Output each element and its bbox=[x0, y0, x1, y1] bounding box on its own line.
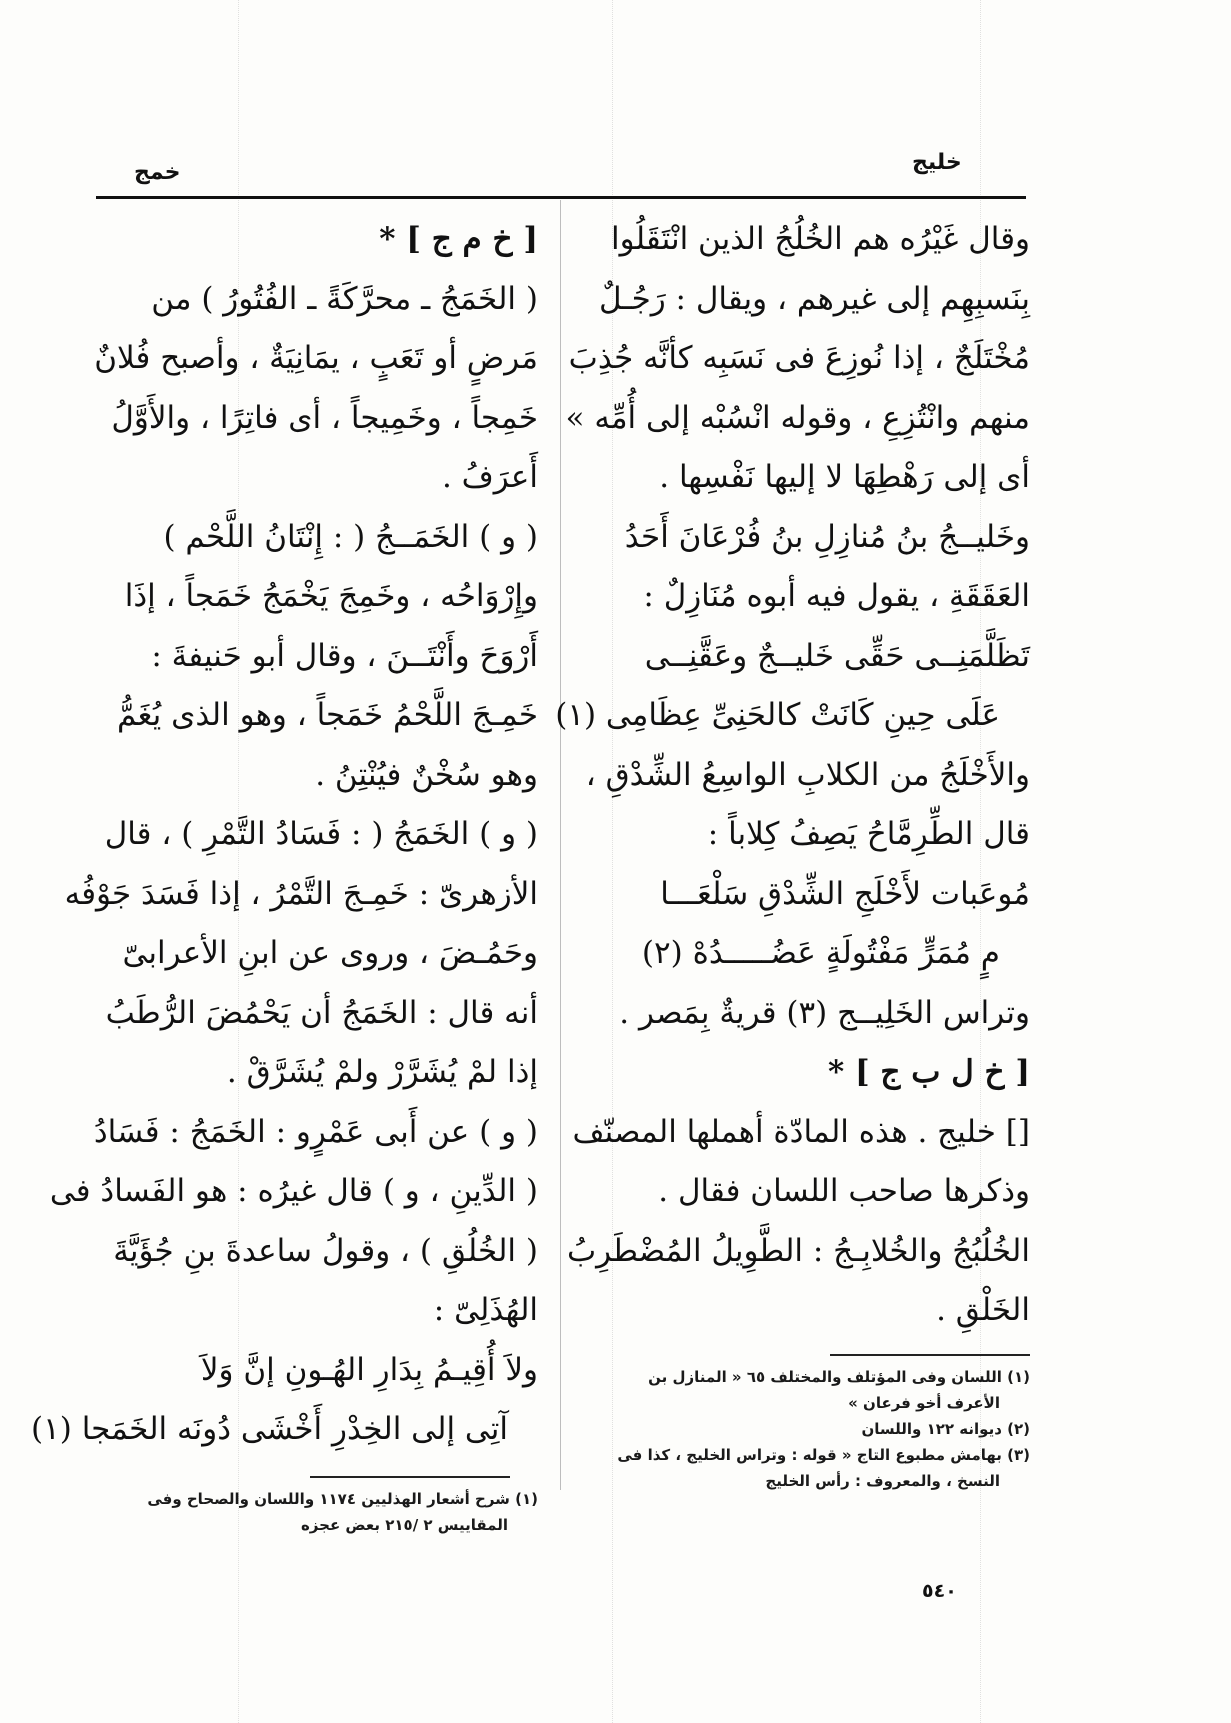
footnote: (١) اللسان وفى المؤتلف والمختلف ٦٥ « المنازل بن bbox=[648, 1368, 1030, 1386]
verse-line: تَظَلَّمَنِــى حَقِّى خَليــجٌ وعَقَّنِــى bbox=[644, 637, 1030, 674]
text-line: أى إلى رَهْطِهَا لا إليها نَفْسِها . bbox=[659, 459, 1030, 495]
column-divider bbox=[560, 200, 561, 1490]
text-line: منهم وانْتُزِعِ ، وقوله انْسُبْه إلى أُمِّه » bbox=[565, 399, 1030, 436]
verse-line: آتِى إلى الخِدْرِ أَخْشَى دُونَه الخَمَجا (١) bbox=[30, 1411, 508, 1447]
text-line: أَعرَفُ . bbox=[441, 459, 538, 495]
root-heading: [ خ م ج ] * bbox=[379, 221, 538, 257]
text-line: ( و ) الخَمَجُ ( : فَسَادُ التَّمْرِ ) ، قال bbox=[104, 816, 538, 852]
footnote-continuation: المقاييس ٢ /٢١٥ بعض عجزه bbox=[300, 1516, 508, 1534]
right-footnotes bbox=[582, 1364, 1030, 1494]
text-line: ( و ) الخَمَــجُ ( : إِنْتَانُ اللَّحْم ) bbox=[163, 518, 538, 555]
header-rule bbox=[96, 196, 1026, 199]
text-line: مَرضٍ أو تَعَبٍ ، يمَانِيَةٌ ، وأصبح فُلانٌ bbox=[94, 340, 538, 376]
text-line: إذا لمْ يُشَرَّرْ ولمْ يُشَرَّقْ . bbox=[226, 1054, 538, 1090]
text-line: ( الدِّينِ ، و ) قال غيرُه : هو الفَسادُ فى bbox=[49, 1173, 538, 1209]
footnote: (٣) بهامش مطبوع التاج « قوله : وتراس الخليج ، كذا فى bbox=[617, 1446, 1030, 1464]
text-line: الخُلُبُجُ والخُلابِـجُ : الطَّوِيلُ المُضْطَرِبُ bbox=[566, 1232, 1030, 1269]
text-line: خَمِـجَ اللَّحْمُ خَمَجاً ، وهو الذى يُغَمُّ bbox=[117, 697, 538, 733]
text-line: العَقَقَةِ ، يقول فيه أبوه مُنَازِلٌ : bbox=[643, 578, 1030, 614]
text-line: أنه قال : الخَمَجُ أن يَحْمُضَ الرُّطَبُ bbox=[105, 994, 538, 1031]
header-right-word: خليج bbox=[912, 150, 962, 175]
footnote: (٢) ديوانه ١٢٢ واللسان bbox=[861, 1420, 1030, 1438]
text-line: قال الطِّرِمَّاحُ يَصِفُ كِلاباً : bbox=[707, 816, 1030, 852]
text-line: وهو سُخْنٌ فيُنْتِنُ . bbox=[315, 756, 538, 793]
footnote-continuation: النسخ ، والمعروف : رأس الخليج bbox=[765, 1472, 1000, 1490]
text-line: أَرْوَحَ وأَنْتَــنَ ، وقال أبو حَنيفةَ : bbox=[151, 637, 538, 674]
verse-line: ولاَ أُقِيـمُ بِدَارِ الهُـونِ إنَّ وَلاَ bbox=[200, 1351, 538, 1388]
text-line: مُخْتَلَجٌ ، إذا نُوزِعَ فى نَسَبِه كأنَّه جُذِبَ bbox=[568, 340, 1030, 376]
text-line: وذكرها صاحب اللسان فقال . bbox=[658, 1173, 1030, 1209]
verse-line: مُوعَبات لأَخْلَجِ الشِّدْقِ سَلْعَـــا bbox=[660, 875, 1030, 912]
right-column bbox=[555, 210, 1030, 1341]
left-column bbox=[30, 210, 538, 1460]
text-line: وتراس الخَلِيــج (٣) قريةٌ بِمَصر . bbox=[619, 994, 1030, 1031]
text-line: وإِرْوَاحُه ، وخَمِجَ يَخْمَجُ خَمَجاً ، إذَا bbox=[124, 578, 538, 614]
page-number: ٥٤٠ bbox=[922, 1580, 957, 1602]
text-line: ( و ) عن أَبى عَمْرٍو : الخَمَجُ : فَسَادُ bbox=[93, 1113, 538, 1150]
footnote-continuation: الأعرف أخو فرعان » bbox=[848, 1394, 1000, 1412]
text-line: وخَليــجُ بنُ مُنازِلِ بنُ فُرْعَانَ أَحَدُ bbox=[624, 518, 1030, 555]
text-line: [] خليج . هذه المادّة أهملها المصنّف bbox=[572, 1113, 1030, 1150]
header-left-word: خمج bbox=[134, 160, 181, 185]
text-line: وحَمُـضَ ، وروى عن ابنِ الأعرابىّ bbox=[122, 935, 538, 971]
root-heading: [ خ ل ب ج ] * bbox=[827, 1054, 1030, 1090]
text-line: بِنَسبِهِم إلى غيرهم ، ويقال : رَجُـلٌ bbox=[599, 280, 1030, 317]
left-footnotes bbox=[90, 1486, 538, 1538]
text-line: ( الخُلُقِ ) ، وقولُ ساعدةَ بنِ جُؤَيَّةَ bbox=[113, 1232, 538, 1269]
verse-line: عَلَى حِينِ كَانَتْ كالحَنِىِّ عِظَامِى (١) bbox=[555, 697, 1000, 733]
text-line: خَمِجاً ، وخَمِيجاً ، أى فاتِرًا ، والأَوَّلُ bbox=[111, 399, 538, 436]
footnote: (١) شرح أشعار الهذليين ١١٧٤ واللسان والصحاح وفى bbox=[147, 1490, 538, 1508]
footnote-rule bbox=[310, 1476, 510, 1478]
text-line: الخَلْقِ . bbox=[936, 1292, 1030, 1328]
text-line: وقال غَيْرُه هم الخُلُجُ الذين انْتَقَلُوا bbox=[611, 221, 1030, 257]
text-line: الهُذَلِىّ : bbox=[433, 1292, 538, 1328]
footnote-rule bbox=[830, 1354, 1030, 1356]
text-line: والأَخْلَجُ من الكلابِ الواسِعُ الشِّدْقِ ، bbox=[585, 756, 1030, 793]
text-line: ( الخَمَجُ ـ محرَّكَةً ـ الفُتُورُ ) من bbox=[151, 280, 538, 317]
text-line: الأزهرىّ : خَمِـجَ التَّمْرُ ، إذا فَسَدَ جَوْفُه bbox=[64, 875, 538, 912]
verse-line: مٍ مُمَرٍّ مَفْتُولَةٍ عَضُـــــدُهْ (٢) bbox=[641, 935, 1000, 971]
